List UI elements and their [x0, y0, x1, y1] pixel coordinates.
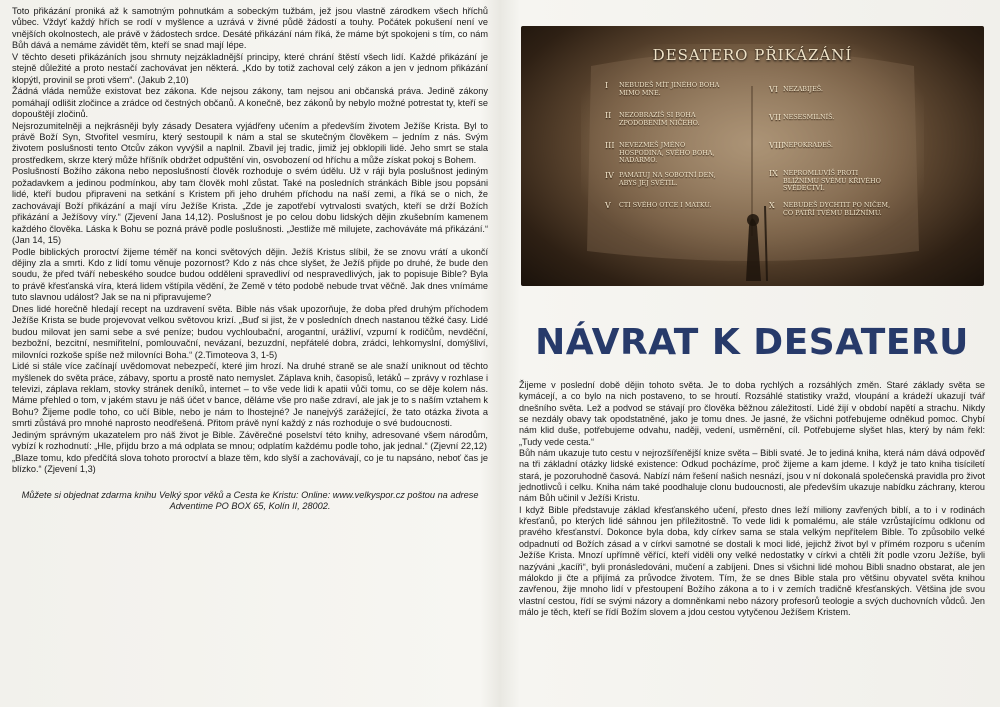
commandment-5: [605, 202, 735, 210]
paragraph: Nejsrozumitelněji a nejkrásněji byly zásady Desatera vyjádřeny učením a především životem Ježíše Krista. Byl to právě Boží Syn, Stvořitel vesmíru, který sestoupil k nám a stal se skutečným člověkem – jedním z nás. Svým životem poslušnosti tento Otcův zákon vyvýšil a naplnil. Zbavil jej tradic, jimiž jej obklopili lidé. Jeho smrt se stala prostředkem, skrze který může hříšník obdržet odpuštění vin, osvobození od hříchu a může získat pokoj s Bohem.: [12, 120, 488, 165]
paragraph: Jediným správným ukazatelem pro náš život je Bible. Závěrečné poselství této knihy, adresované všem národům, vybízí k rozhodnutí: „Hle, přijdu brzo a má odplata se mnou; odplatím každému podle toho, jak jednal.“ (Zjevní 22,12): [12, 429, 488, 452]
commandment-4: [605, 172, 735, 187]
commandment-text: NEPROMLUVÍŠ PROTI BLIŽNÍMU SVÉMU KŘIVÉHO SVĚDECTVÍ.: [783, 169, 881, 193]
commandment-text: NESESMILNÍŠ.: [783, 113, 835, 121]
commandment-2: [605, 112, 735, 127]
roman-numeral: V: [605, 201, 611, 210]
roman-numeral: VIII: [769, 141, 785, 150]
commandment-text: NEBUDEŠ DYCHTIT PO NIČEM, CO PATŘÍ TVÉMU BLIŽNÍMU.: [783, 201, 891, 217]
commandment-3: [605, 142, 735, 165]
paragraph: Dnes lidé horečně hledají recept na uzdravení světa. Bible nás však upozorňuje, že doba před druhým příchodem Ježíše Krista se bude projevovat velkou světovou krizí. „Buď si jist, že v posledních dnech nastanou těžké časy. Lidé budou milovat jen sami sebe a své peníze; budou vychloubační, arogantní, urážliví, vzpurní k rodičům, nevděční, bezbožní, bezcitní, nesmiřitelní, pomlouvační, nevázaní, bezuzdní, nepřátelé dobra, zrádci, lehkomyslní, domýšliví, milovníci rozkoše spíše než milovníci Boha.“ (2.Timoteova 3, 1-5): [12, 303, 488, 360]
commandment-text: NEBUDEŠ MÍT JINÉHO BOHA MIMO MNE.: [619, 81, 720, 97]
poster-title: DESATERO PŘIKÁZÁNÍ: [652, 46, 853, 64]
commandment-text: PAMATUJ NA SOBOTNÍ DEN, ABYS JEJ SVĚTIL.: [619, 171, 716, 187]
roman-numeral: II: [605, 111, 612, 120]
paragraph: Lidé si stále více začínají uvědomovat nebezpečí, které jim hrozí. Na druhé straně se ale snaží uniknout od těchto myšlenek do světa práce, zábavy, sportu a prostě nato nemyslet. Záplava knih, časopisů, letáků – zprávy v rozhlase i televizi, záplava reklam, stovky stránek deníků, internet – to vše vede lidi k apatii vůči tomu, co se děje kolem nás. Máme přehled o tom, v jakém stavu je náš účet v bance, děláme vše pro naše zdraví, ale jak je to s naším vztahem k Bohu? Žijeme podle toho, co učí Bible, nebo je nám to lhostejné? Je nanejvýš zarážející, že tato otázka života a smrti zůstává pro mnohé naprosto neodřešená. Přitom právě nyní každý z nás rozhoduje o své budoucnosti.: [12, 361, 488, 429]
paragraph: Žádná vláda nemůže existovat bez zákona. Kde nejsou zákony, tam nejsou ani občanská práva. Jedině zákony pomáhají odlišit zločince a zrádce od čestných občanů. A konečně, bez zákonů by nebylo možné potrestat ty, kteří se dopouštějí zločinů.: [12, 86, 488, 120]
commandment-text: NEVEZMEŠ JMÉNO HOSPODINA, SVÉHO BOHA, NADARMO.: [619, 141, 715, 165]
paragraph: „Blaze tomu, kdo předčítá slova tohoto proroctví a blaze těm, kdo slyší a zachovávají, co je tu napsáno, neboť čas je blízko.“ (Zjevení 1,3): [12, 452, 488, 475]
roman-numeral: I: [605, 81, 609, 90]
commandment-6: [769, 86, 899, 94]
stone-tablet-illustration: [521, 26, 984, 286]
roman-numeral: IV: [605, 171, 614, 180]
commandment-1: [605, 82, 735, 97]
commandment-text: NEZABIJEŠ.: [783, 85, 823, 93]
right-page: [513, 6, 991, 701]
roman-numeral: VII: [769, 113, 782, 122]
roman-numeral: IX: [769, 169, 778, 178]
paragraph: Podle biblických proroctví žijeme téměř na konci světových dějin. Ježíš Kristus slíbil, že se znovu vrátí a ukončí dějiny zla a smrti. Kdo z lidí tomu věnuje pozornost? Kdo z nás chce slyšet, že Ježíš přijde po druhé, že bude den soudu, že před tváří nebeského soudce budou odděleni spravedliví od nespravedlivých, jak to popisuje Bible? Byla to právě křesťanská víra, která lidem vštípila vědění, že Země v této podobě nebude trvat věčně. Jak dnes vnímáme tuto slavnou událost? Jak se na ni připravujeme?: [12, 246, 488, 303]
paragraph: Toto přikázání proniká až k samotným pohnutkám a sobeckým tužbám, jež jsou vlastně zárodkem všech hříchů vůbec. Vždyť každý hřích se rodí v myšlence a uzrává v živné půdě žádostí a touhy. Počátek pokušení není ve vnějších okolnostech, ale právě v žádostech srdce. Desáté přikázání nám říká, že máme být spokojeni s tím, co nám Bůh dává a nemáme závidět těm, kteří se snad mají lépe.: [12, 6, 488, 51]
paragraph: Poslušností Božího zákona nebo neposlušností člověk rozhoduje o svém údělu. Už v ráji byla poslušnost jediným požadavkem a jedinou podmínkou, aby tam člověk mohl zůstat. Také na posledních stránkách Bible jsou popsáni lidé, kteří budou připraveni na setkání s Kristem při jeho druhém příchodu na naší zemi, a říká se o nich, že zachovávají Boží přikázání a mají víru Ježíše Krista. „Zde je zapotřebí vytrvalosti svatých, kteří se drží Božích přikázání a Ježíšovy víry.“ (Zjevení Jana 14,12). Poslušnost je po celou dobu lidských dějin zkušebním kamenem každého člověka. Láska k Bohu se pozná právě podle poslušnosti. „Jestliže mě milujete, zachováváte má přikázání.“ (Jan 14, 15): [12, 166, 488, 246]
commandment-text: NEZOBRAZÍŠ SI BOHA ZPODOBENÍM NIČEHO.: [619, 111, 700, 127]
order-note: Můžete si objednat zdarma knihu Velký spor věků a Cesta ke Kristu: Online: www.velkyspor.cz poštou na adrese Adventime PO BOX 65, Kolín II, 28002.: [21, 489, 479, 512]
commandment-text: NEPOKRADEŠ.: [783, 141, 833, 149]
commandment-9: [769, 170, 899, 193]
commandment-10: [769, 202, 899, 217]
commandment-8: [769, 142, 899, 150]
commandment-7: [769, 114, 899, 122]
paragraph: Bůh nám ukazuje tuto cestu v nejrozšířenější knize světa – Bibli svaté. Je to jediná kniha, která nám dává odpověď na tři základní otázky lidské existence: Odkud pocházíme, proč žijeme a kam jdeme. I když je tato kniha tisíciletí stará, je pozoruhodně časová. Nabízí nám řešení našich nesnází, jsou v ní dokonalá společenská pravidla pro život jednotlivců i celku. Kniha nám také poodhaluje clonu budoucnosti, ale především ukazuje nabídku záchrany, kterou nám Bůh učinil v Ježíši Kristu.: [519, 448, 985, 504]
left-page-text: [12, 6, 488, 701]
right-page-text: [519, 380, 985, 618]
roman-numeral: III: [605, 141, 615, 150]
commandments-poster: [521, 26, 984, 286]
roman-numeral: X: [769, 201, 775, 210]
roman-numeral: VI: [769, 85, 778, 94]
paragraph: V těchto deseti přikázáních jsou shrnuty nejzákladnější principy, které chrání štěstí všech lidí. Každé přikázání je stejně důležité a proto nestačí zachovávat jen některá. „Kdo by totiž zachoval celý zákon a jen v jednom přikázání klopýtl, provinil se proti všem“. (Jakub 2,10): [12, 51, 488, 85]
page-headline: NÁVRAT K DESATERU: [535, 322, 969, 363]
paragraph: Žijeme v poslední době dějin tohoto světa. Je to doba rychlých a rozsáhlých změn. Staré základy světa se kymácejí, a co bylo na nich postaveno, to se hroutí. Rozsáhlé statistiky vražd, vloupání a krádeží ukazují tvář dnešního světa. Lež a podvod se stávají pro člověka běžnou záležitostí. Lidé žijí v období napětí a strachu. Nikdy se nezdály obavy tak opodstatněné, jako je tomu dnes. Je jasné, že všichni potřebujeme odněkud pomoc. Chybí nám klid duše, potřebujeme odvahu, naději, vedení, usměrnění, cíl. Potřebujeme slyšet hlas, který by nám řekl: „Tudy vede cesta.“: [519, 380, 985, 447]
commandment-text: CTI SVÉHO OTCE I MATKU.: [619, 201, 712, 209]
paragraph: I když Bible představuje základ křesťanského učení, přesto dnes leží miliony zavřených biblí, a to i v rodinách křesťanů, po kterých lidé sáhnou jen příležitostně. To vede lidi k pomalému, ale stále vzrůstajícímu odklonu od pravého křesťanství. Dokonce byla doba, kdy církev sama se stala velkým nepřítelem Bible. To způsobilo velké odpadnutí od Božích zásad a v církvi samotné se dostali k moci lidé, jejichž život byl v přímém rozporu s učením Ježíše Krista. Mnozí upřímně věřící, kteří viděli ony velké nedostatky v církvi a chtěli žít podle vzoru Ježíše, byli nazýváni „kacíři“, byli pronásledováni, mučení a zabíjeni. Dnes si všichni lidé mohou Bibli snadno obstarat, ale jen málokdo ji čte a přijímá za průvodce životem. Tím, že se dnes Bible stala pro většinu obyvatel světa knihou zavřenou, žije mnoho lidí v přestoupení Božího zákona a to i v zemích tradičně křesťanských. Většina jde svou vlastní cestou, řídí se svými názory a domněnkami nebo názory profesorů teologie a svých duchovních vůdců. Jen málo je těch, kteří se řídí Božím slovem a jdou cestou vytyčenou Ježíšem Kristem.: [519, 504, 985, 617]
